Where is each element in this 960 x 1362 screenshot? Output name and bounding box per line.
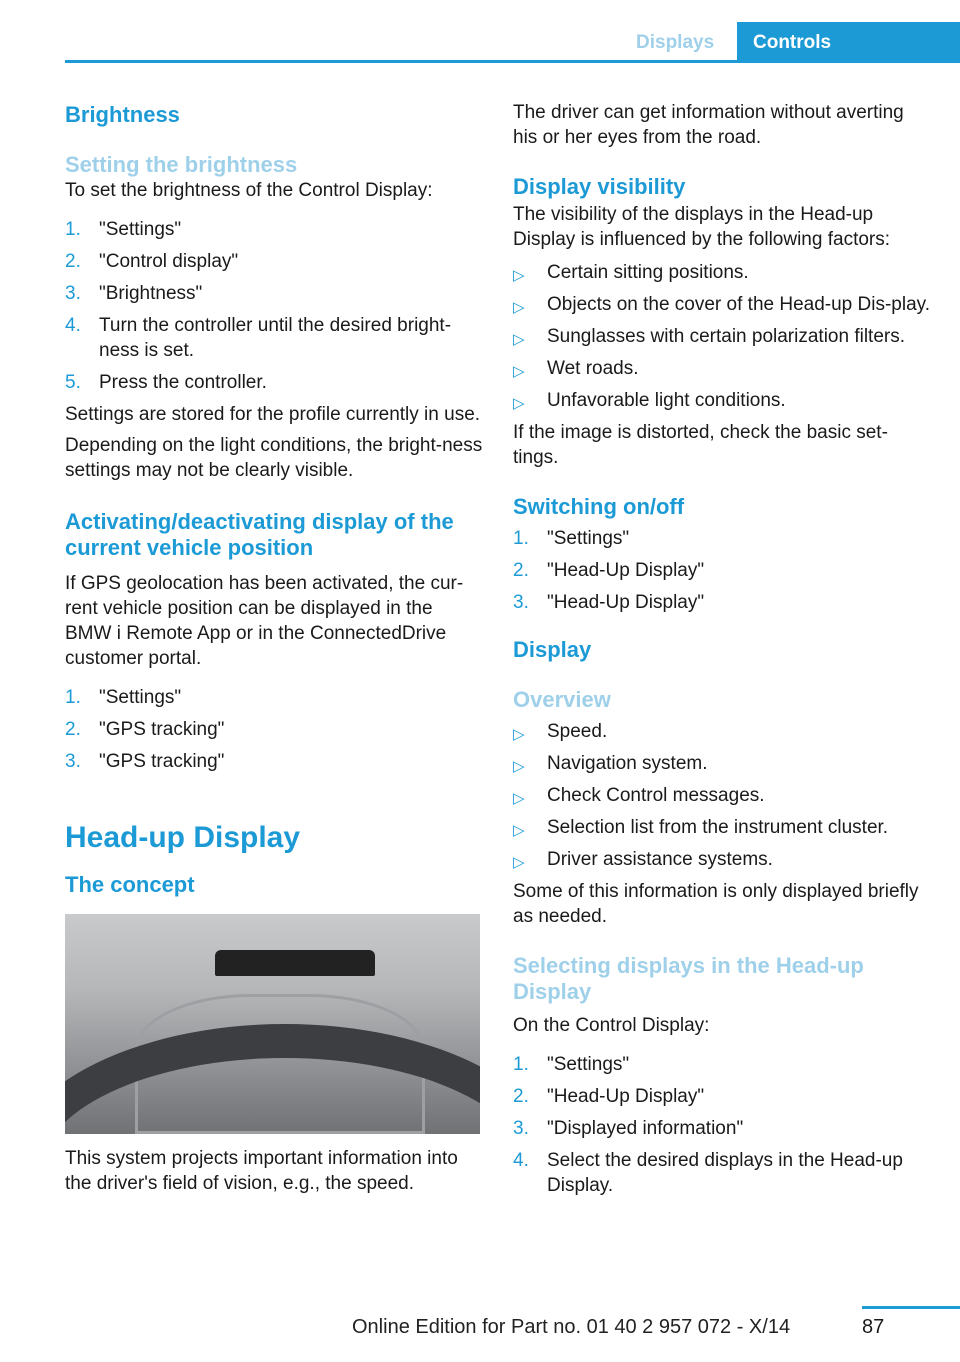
hud-projector — [215, 950, 375, 976]
step-text: "GPS tracking" — [99, 751, 225, 772]
step-text: "Settings" — [547, 1054, 630, 1075]
factor-text: Sunglasses with certain polarization filters. — [547, 326, 906, 347]
steps-gps — [65, 685, 483, 774]
list-item — [65, 249, 483, 274]
steps-selecting — [513, 1052, 933, 1198]
step-number: 1. — [513, 1054, 529, 1075]
step-number: 2. — [65, 719, 81, 740]
right-column — [513, 100, 933, 1205]
list-item — [513, 558, 933, 583]
list-item — [513, 526, 933, 551]
triangle-bullet-icon: ▷ — [513, 790, 525, 807]
header-rule — [65, 60, 960, 63]
step-text: Select the desired displays in the Head-up Display. — [547, 1150, 903, 1196]
step-number: 2. — [513, 1086, 529, 1107]
list-item — [513, 260, 933, 285]
step-text: Press the controller. — [99, 372, 267, 393]
list-item — [513, 590, 933, 615]
paragraph: If GPS geolocation has been activated, the cur‐rent vehicle position can be displayed in the BMW i Remote App or in the ConnectedDrive customer portal. — [65, 573, 464, 669]
triangle-bullet-icon: ▷ — [513, 331, 525, 348]
step-number: 3. — [513, 1118, 529, 1139]
list-item — [513, 847, 933, 872]
factor-text: Objects on the cover of the Head-up Dis‐play. — [547, 294, 931, 315]
step-text: "Settings" — [99, 687, 182, 708]
step-number: 3. — [65, 283, 81, 304]
step-text: "Brightness" — [99, 283, 203, 304]
step-text: "Settings" — [547, 528, 630, 549]
footer-rule — [862, 1306, 960, 1309]
step-number: 3. — [65, 751, 81, 772]
overview-text: Selection list from the instrument cluster. — [547, 817, 889, 838]
list-item — [513, 1084, 933, 1109]
list-item — [513, 783, 933, 808]
paragraph: Settings are stored for the profile currently in use. — [65, 404, 481, 425]
list-item — [513, 719, 933, 744]
step-text: Turn the controller until the desired bright‐ness is set. — [99, 315, 452, 361]
overview-list — [513, 719, 933, 872]
triangle-bullet-icon: ▷ — [513, 758, 525, 775]
factor-text: Certain sitting positions. — [547, 262, 749, 283]
step-text: "Head-Up Display" — [547, 1086, 705, 1107]
list-item — [513, 356, 933, 381]
triangle-bullet-icon: ▷ — [513, 363, 525, 380]
factor-text: Unfavorable light conditions. — [547, 390, 786, 411]
paragraph: The visibility of the displays in the Head-up Display is influenced by the following factors: — [513, 204, 891, 250]
list-item — [513, 292, 933, 317]
overview-text: Driver assistance systems. — [547, 849, 773, 870]
paragraph: On the Control Display: — [513, 1015, 710, 1036]
list-item — [65, 281, 483, 306]
step-number: 5. — [65, 372, 81, 393]
list-item — [65, 313, 483, 363]
triangle-bullet-icon: ▷ — [513, 395, 525, 412]
list-item — [513, 388, 933, 413]
paragraph: Depending on the light conditions, the bright‐ness settings may not be clearly visible. — [65, 435, 483, 481]
overview-text: Check Control messages. — [547, 785, 765, 806]
page-number: 87 — [862, 1316, 885, 1338]
list-item — [513, 324, 933, 349]
heading-concept: The concept — [65, 872, 195, 897]
heading-overview: Overview — [513, 687, 611, 712]
step-number: 4. — [65, 315, 81, 336]
steps-switching — [513, 526, 933, 615]
step-number: 2. — [513, 560, 529, 581]
list-item — [65, 717, 483, 742]
list-item — [513, 815, 933, 840]
list-item — [513, 1116, 933, 1141]
heading-activating: Activating/deactivating display of the current vehicle position — [65, 509, 454, 560]
left-column — [65, 100, 483, 1196]
head-up-display-photo — [65, 914, 480, 1134]
step-number: 1. — [65, 687, 81, 708]
visibility-factors — [513, 260, 933, 413]
step-text: "Head-Up Display" — [547, 592, 705, 613]
list-item — [513, 1052, 933, 1077]
step-text: "Control display" — [99, 251, 239, 272]
heading-selecting-displays: Selecting displays in the Head-up Display — [513, 953, 864, 1004]
paragraph: Some of this information is only displayed briefly as needed. — [513, 881, 919, 927]
list-item — [65, 685, 483, 710]
heading-switching: Switching on/off — [513, 494, 685, 519]
list-item — [65, 749, 483, 774]
step-number: 1. — [65, 219, 81, 240]
step-text: "Head-Up Display" — [547, 560, 705, 581]
list-item — [65, 370, 483, 395]
step-number: 2. — [65, 251, 81, 272]
tab-controls[interactable]: Controls — [737, 22, 960, 63]
tab-displays[interactable]: Displays — [636, 32, 715, 53]
step-number: 3. — [513, 592, 529, 613]
step-number: 1. — [513, 528, 529, 549]
step-text: "Settings" — [99, 219, 182, 240]
triangle-bullet-icon: ▷ — [513, 726, 525, 743]
heading-head-up-display: Head-up Display — [65, 821, 301, 854]
heading-brightness: Brightness — [65, 102, 180, 127]
step-text: "Displayed information" — [547, 1118, 744, 1139]
steps-brightness — [65, 217, 483, 395]
list-item — [513, 1148, 933, 1198]
heading-display: Display — [513, 637, 592, 662]
paragraph: This system projects important information into the driver's field of vision, e.g., the speed. — [65, 1148, 458, 1194]
heading-display-visibility: Display visibility — [513, 174, 686, 199]
step-number: 4. — [513, 1150, 529, 1171]
paragraph: To set the brightness of the Control Display: — [65, 180, 433, 201]
triangle-bullet-icon: ▷ — [513, 854, 525, 871]
list-item — [513, 751, 933, 776]
paragraph: If the image is distorted, check the basic set‐tings. — [513, 422, 888, 468]
list-item — [65, 217, 483, 242]
triangle-bullet-icon: ▷ — [513, 822, 525, 839]
triangle-bullet-icon: ▷ — [513, 299, 525, 316]
factor-text: Wet roads. — [547, 358, 639, 379]
overview-text: Speed. — [547, 721, 608, 742]
heading-setting-brightness: Setting the brightness — [65, 152, 298, 177]
step-text: "GPS tracking" — [99, 719, 225, 740]
paragraph: The driver can get information without averting his or her eyes from the road. — [513, 102, 904, 148]
triangle-bullet-icon: ▷ — [513, 267, 525, 284]
edition-footer: Online Edition for Part no. 01 40 2 957 072 - X/14 — [352, 1316, 791, 1338]
overview-text: Navigation system. — [547, 753, 708, 774]
